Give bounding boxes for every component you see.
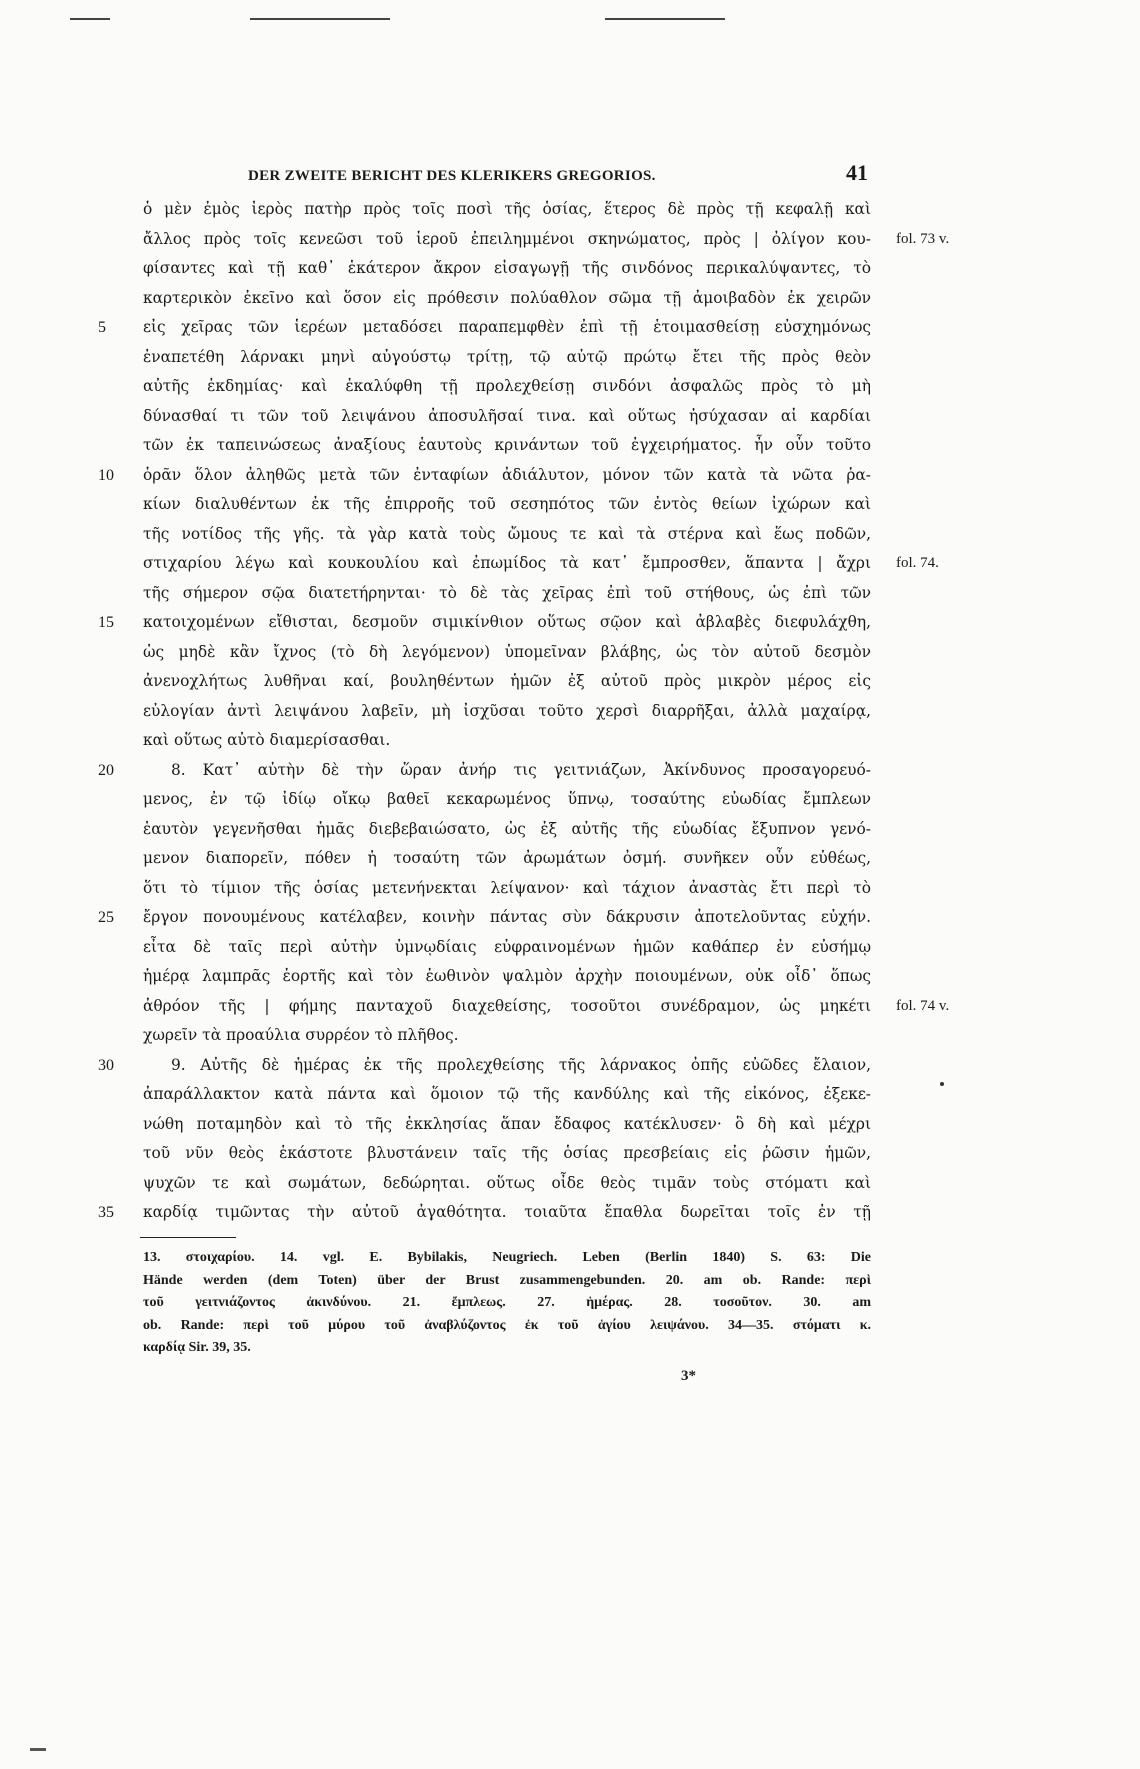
text-line <box>0 372 1140 402</box>
text-line <box>0 638 1140 668</box>
text-line <box>0 313 1140 343</box>
line-text: ἡμέρᾳ λαμπρᾶς ἑορτῆς καὶ τὸν ἑωθινὸν ψαλμὸν ἀρχὴν ποιουμένων, οὐκ οἶδ᾽ ὅπως <box>143 967 871 985</box>
line-text: ὡς μηδὲ κἂν ἴχνος (τὸ δὴ λεγόμενον) ὑπομεῖναν βλάβης, ὡς τὸν αὐτοῦ δεσμὸν <box>143 642 871 661</box>
ink-speck <box>940 1082 944 1086</box>
line-text: κατοιχομένων εἴθισται, δεσμοῦν σιμικίνθιον οὕτως σῷον καὶ ἀβλαβὲς διεφυλάχθη, <box>143 613 871 631</box>
text-line <box>0 1021 1140 1051</box>
footnote-line: Hände werden (dem Toten) über der Brust zusammengebunden. 20. am ob. Rande: περὶ <box>143 1272 871 1288</box>
text-line <box>0 962 1140 992</box>
line-text: κίων διαλυθέντων ἐκ τῆς ἐπιρροῆς τοῦ σεσηπότος τῶν ἐντὸς θείων ἰχώρων καὶ <box>143 495 871 513</box>
line-text: ἀθρόον τῆς | φήμης πανταχοῦ διαχεθείσης, τοσοῦτοι συνέδραμον, ὡς μηκέτι <box>143 996 871 1015</box>
text-line <box>0 933 1140 963</box>
footnote-line: τοῦ γειτνιάζοντος ἀκινδύνου. 21. ἔμπλεως. 27. ἡμέρας. 28. τοσοῦτον. 30. am <box>143 1295 871 1310</box>
line-text: ὁρᾶν ὅλον ἀληθῶς μετὰ τῶν ἐνταφίων ἀδιάλυτον, μόνον τῶν κατὰ τὰ νῶτα ῥα- <box>143 465 871 484</box>
line-text: εὐλογίαν ἀντὶ λειψάνου λαβεῖν, μὴ ἰσχῦσαι τοῦτο χερσὶ διαρρῆξαι, ἀλλὰ μαχαίρᾳ, <box>143 701 871 720</box>
text-line <box>0 1110 1140 1140</box>
scan-mark <box>250 18 390 20</box>
line-text: 8. Κατ᾽ αὐτὴν δὲ τὴν ὥραν ἀνήρ τις γειτνιάζων, Ἀκίνδυνος προσαγορευό- <box>171 760 871 779</box>
footnotes <box>143 1247 871 1360</box>
line-text: καρδίᾳ τιμῶντας τὴν αὐτοῦ ἀγαθότητα. τοιαῦτα ἔπαθλα δωρεῖται τοῖς ἐν τῇ <box>143 1203 871 1221</box>
line-number: 20 <box>98 761 114 779</box>
line-text: τῆς σήμερον σῷα διατετήρηνται· τὸ δὲ τὰς χεῖρας ἐπὶ τοῦ στήθους, ὡς ἐπὶ τῶν <box>143 583 871 602</box>
text-line <box>0 284 1140 314</box>
line-text: μενον διαπορεῖν, πόθεν ἡ τοσαύτη τῶν ἀρωμάτων ὀσμή. συνῆκεν οὖν εὐθέως, <box>143 849 871 867</box>
scan-mark <box>605 18 725 20</box>
line-text: τῶν ἐκ ταπεινώσεως ἀναξίους ἑαυτοὺς κρινάντων τοῦ ἐγχειρήματος. ἦν οὖν τοῦτο <box>143 436 871 454</box>
text-line <box>0 402 1140 432</box>
line-text: χωρεῖν τὰ προαύλια συρρέον τὸ πλῆθος. <box>143 1026 459 1044</box>
text-line <box>0 549 1140 579</box>
text-line <box>0 667 1140 697</box>
text-line <box>0 1169 1140 1199</box>
footnote-line: καρδίᾳ Sir. 39, 35. <box>143 1340 251 1355</box>
text-line <box>0 992 1140 1022</box>
text-line <box>0 579 1140 609</box>
line-text: δύνασθαί τι τῶν τοῦ λειψάνου ἀποσυλῆσαί τινα. καὶ οὕτως ἡσύχασαν αἱ καρδίαι <box>143 406 871 425</box>
text-line <box>0 697 1140 727</box>
text-line <box>0 195 1140 225</box>
text-line <box>0 874 1140 904</box>
text-line <box>0 490 1140 520</box>
line-text: ἀπαράλλακτον κατὰ πάντα καὶ ὅμοιον τῷ τῆς κανδύλης καὶ τῆς εἰκόνος, ἐξεκε- <box>143 1085 871 1103</box>
line-text: ἐναπετέθη λάρνακι μηνὶ αὐγούστῳ τρίτῃ, τῷ αὐτῷ πρώτῳ ἔτει τῆς πρὸς θεὸν <box>143 347 871 366</box>
line-number: 35 <box>98 1204 114 1221</box>
text-line <box>0 726 1140 756</box>
text-line <box>0 608 1140 638</box>
text-line <box>0 903 1140 933</box>
line-text: φίσαντες καὶ τῇ καθ᾽ ἑκάτερον ἄκρον εἰσαγωγῇ τῆς σινδόνος περικαλύψαντες, τὸ <box>143 259 871 277</box>
main-text <box>0 195 1140 1228</box>
line-text: ἔργον πονουμένους κατέλαβεν, κοινὴν πάντας σὺν δάκρυσιν ἀποτελοῦντας εὐχήν. <box>143 908 871 926</box>
text-line <box>0 343 1140 373</box>
line-text: ψυχῶν τε καὶ σωμάτων, δεδώρηται. οὕτως οἶδε θεὸς τιμᾶν τοὺς στόματι καὶ <box>143 1173 871 1192</box>
line-text: εἰς χεῖρας τῶν ἱερέων μεταδόσει παραπεμφθὲν ἐπὶ τῇ ἑτοιμασθείσῃ εὐσχημόνως <box>143 318 871 336</box>
line-text: τοῦ νῦν θεὸς ἑκάστοτε βλυστάνειν ταῖς τῆς ὁσίας πρεσβείαις εἰς ῥῶσιν ἡμῶν, <box>143 1144 871 1162</box>
line-text: ὁ μὲν ἐμὸς ἱερὸς πατὴρ πρὸς τοῖς ποσὶ τῆς ὁσίας, ἕτερος δὲ πρὸς τῇ κεφαλῇ καὶ <box>143 200 871 218</box>
text-line <box>0 520 1140 550</box>
line-number: 10 <box>98 466 114 484</box>
line-number: 25 <box>98 909 114 926</box>
line-text: ἀνενοχλήτως λυθῆναι καί, βουληθέντων ἡμῶν ἐξ αὐτοῦ πρὸς μικρὸν μέρος εἰς <box>143 672 871 690</box>
signature-mark: 3* <box>681 1368 696 1384</box>
line-number: 5 <box>98 319 106 336</box>
text-line <box>0 785 1140 815</box>
line-text: αὐτῆς ἐκδημίας· καὶ ἐκαλύφθη τῇ προλεχθείσῃ σινδόνι ἀσφαλῶς πρὸς τὸ μὴ <box>143 377 871 395</box>
line-text: καρτερικὸν ἐκεῖνο καὶ ὅσον εἰς πρόθεσιν πολύαθλον σῶμα τῇ ἀμοιβαδὸν ἐκ χειρῶν <box>143 288 871 307</box>
running-title: DER ZWEITE BERICHT DES KLERIKERS GREGORIOS. <box>248 168 656 184</box>
text-line <box>0 254 1140 284</box>
text-line <box>0 431 1140 461</box>
line-text: τῆς νοτίδος τῆς γῆς. τὰ γὰρ κατὰ τοὺς ὤμους τε καὶ τὰ στέρνα καὶ ἕως ποδῶν, <box>143 524 871 543</box>
line-text: νώθη ποταμηδὸν καὶ τὸ τῆς ἐκκλησίας ἅπαν ἔδαφος κατέκλυσεν· ὃ δὴ καὶ μέχρι <box>143 1114 871 1133</box>
footnote-line: ob. Rande: περὶ τοῦ μύρου τοῦ ἀναβλύζοντος ἐκ τοῦ ἁγίου λειψάνου. 34—35. στόματι κ. <box>143 1317 871 1333</box>
line-text: καὶ οὕτως αὐτὸ διαμερίσασθαι. <box>143 731 391 749</box>
line-text: μενος, ἐν τῷ ἰδίῳ οἴκῳ βαθεῖ κεκαρωμένος ὕπνῳ, τοσαύτης εὐωδίας ἔμπλεων <box>143 790 871 808</box>
text-line <box>0 1080 1140 1110</box>
text-line <box>0 844 1140 874</box>
page-number: 41 <box>846 160 868 185</box>
text-line <box>0 1051 1140 1081</box>
scan-mark <box>30 1748 46 1751</box>
line-text: 9. Αὐτῆς δὲ ἡμέρας ἐκ τῆς προλεχθείσης τῆς λάρνακος ὀπῆς εὐῶδες ἔλαιον, <box>171 1055 871 1074</box>
text-line <box>0 225 1140 255</box>
folio-marker: fol. 74 v. <box>896 997 950 1014</box>
line-text: ἑαυτὸν γεγενῆσθαι ἡμᾶς διεβεβαιώσατο, ὡς ἐξ αὐτῆς τῆς εὐωδίας ἔξυπνον γενό- <box>143 819 871 838</box>
line-text: στιχαρίου λέγω καὶ κουκουλίου καὶ ἐπωμίδος τὰ κατ᾽ ἔμπροσθεν, ἅπαντα | ἄχρι <box>143 554 871 572</box>
folio-marker: fol. 74. <box>896 555 939 571</box>
line-text: εἶτα δὲ ταῖς περὶ αὐτὴν ὑμνῳδίαις εὐφραινομένων ἡμῶν καθάπερ ἐν εὐσήμῳ <box>143 937 871 956</box>
footnote-rule <box>140 1237 236 1238</box>
text-line <box>0 1198 1140 1228</box>
line-number: 30 <box>98 1056 114 1074</box>
text-line <box>0 1139 1140 1169</box>
text-line <box>0 815 1140 845</box>
line-text: ἄλλος πρὸς τοῖς κενεῶσι τοῦ ἱεροῦ ἐπειλημμένοι σκηνώματος, πρὸς | ὀλίγον κου- <box>143 229 871 248</box>
text-line <box>0 461 1140 491</box>
scan-mark <box>70 18 110 20</box>
footnote-line: 13. στοιχαρίου. 14. vgl. E. Bybilakis, Neugriech. Leben (Berlin 1840) S. 63: Die <box>143 1250 871 1265</box>
text-line <box>0 756 1140 786</box>
line-text: ὅτι τὸ τίμιον τῆς ὁσίας μετενήνεκται λείψανον· καὶ τάχιον ἀναστὰς ἔτι περὶ τὸ <box>143 878 871 897</box>
page-header <box>248 160 868 186</box>
folio-marker: fol. 73 v. <box>896 230 950 247</box>
line-number: 15 <box>98 614 114 631</box>
